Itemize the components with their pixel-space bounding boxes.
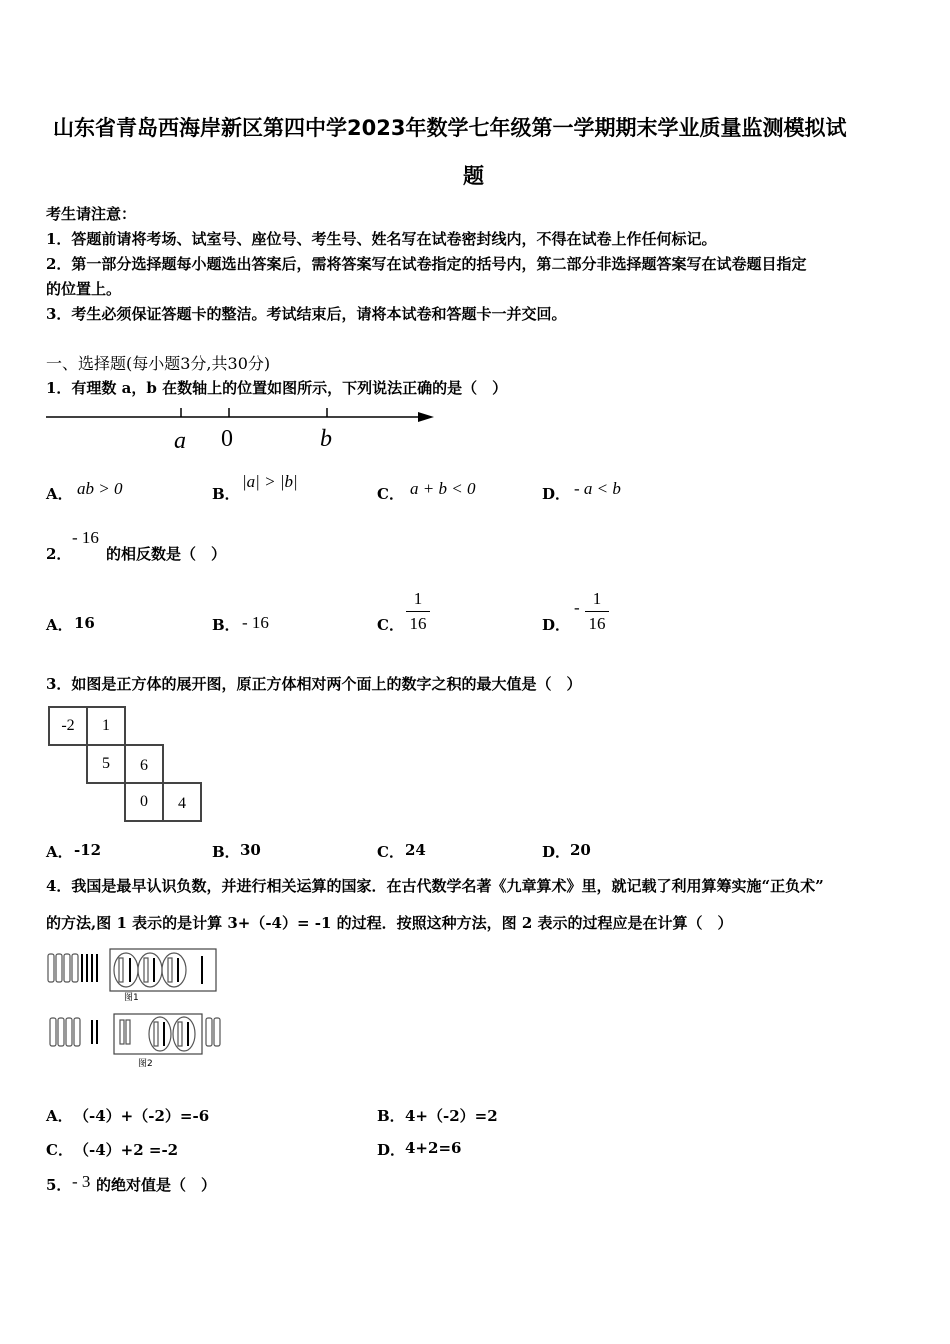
option-letter: C． [377,843,404,861]
option-letter: A． [46,1107,73,1125]
fraction-one-sixteenth [406,589,430,634]
option-letter: C． [46,1141,73,1159]
notice-item: 3．考生必须保证答题卡的整洁。考试结束后，请将本试卷和答题卡一并交回。 [46,305,567,323]
option-letter: D． [377,1141,406,1159]
figure-2-caption: 图2 [138,1059,153,1069]
option-letter: B． [212,616,240,634]
option-value: 30 [240,841,261,859]
cube-net-face: 4 [162,782,202,822]
fraction-denominator: 16 [409,614,427,633]
option-letter: D． [542,616,571,634]
fraction-one-sixteenth [585,589,609,634]
option-value: - 16 [242,613,269,632]
option-expression: - a < b [574,479,621,498]
question-1-stem: 1．有理数 a，b 在数轴上的位置如图所示，下列说法正确的是（ ） [46,379,508,397]
number-line-arrow [418,412,434,422]
option-letter: A． [46,843,73,861]
cube-net-face: -2 [48,706,88,746]
section-heading: 一、选择题(每小题3分,共30分) [46,354,271,373]
option-letter: B． [212,843,240,861]
question-5-stem: 的绝对值是（ ） [96,1176,217,1194]
cube-net-face: 1 [86,706,126,746]
option-value: 20 [570,841,591,859]
option-value: 4+（-2）=2 [405,1107,498,1125]
figure-1-caption: 图1 [124,993,139,1003]
axis-label-zero: 0 [221,426,233,452]
option-value: 4+2=6 [405,1139,462,1157]
question-5-number: 5． [46,1176,72,1194]
option-letter: C． [377,485,404,503]
axis-label-a: a [174,428,186,454]
page-title-continued: 题 [463,164,484,188]
question-3-stem: 3．如图是正方体的展开图，原正方体相对两个面上的数字之积的最大值是（ ） [46,675,582,693]
fraction-numerator: 1 [592,589,602,608]
cube-net-face: 6 [124,744,164,784]
fraction-numerator: 1 [413,589,423,608]
notice-heading: 考生请注意： [46,205,137,223]
cube-net-face: 0 [124,782,164,822]
option-expression: |a| > |b| [242,472,298,491]
option-value: （-4）+（-2）=-6 [74,1107,210,1125]
option-expression: ab > 0 [77,479,123,498]
question-4-stem: 4．我国是最早认识负数，并进行相关运算的国家．在古代数学名著《九章算术》里，就记载了利用算筹实施“正负术” [46,877,824,895]
option-expression: a + b < 0 [410,479,476,498]
option-letter: D． [542,843,571,861]
option-letter: A． [46,485,73,503]
option-value: 24 [405,841,426,859]
option-value: 16 [74,614,95,632]
question-4-stem: 的方法,图 1 表示的是计算 3+（-4）= -1 的过程．按照这种方法，图 2 表示的过程应是在计算（ ） [46,914,733,932]
question-2-value: - 16 [72,528,99,547]
number-line-figure [40,402,440,462]
question-5-value: - 3 [72,1172,91,1191]
option-value: -12 [74,841,102,859]
question-2-stem: 的相反数是（ ） [106,545,227,563]
option-letter: B． [377,1107,405,1125]
option-letter: C． [377,616,404,634]
option-letter: D． [542,485,571,503]
page-title: 山东省青岛西海岸新区第四中学2023年数学七年级第一学期期末学业质量监测模拟试 [53,116,847,140]
option-value: （-4）+2 =-2 [74,1141,179,1159]
option-letter: B． [212,485,240,503]
fraction-denominator: 16 [588,614,606,633]
negative-sign: - [574,598,580,617]
axis-label-b: b [320,426,332,452]
question-2-number: 2． [46,545,72,563]
notice-item: 的位置上。 [46,280,122,298]
cube-net-face: 5 [86,744,126,784]
option-letter: A． [46,616,73,634]
notice-item: 2．第一部分选择题每小题选出答案后，需将答案写在试卷指定的括号内，第二部分非选择题答案写在试卷题目指定 [46,255,807,273]
notice-item: 1．答题前请将考场、试室号、座位号、考生号、姓名写在试卷密封线内，不得在试卷上作任何标记。 [46,230,717,248]
